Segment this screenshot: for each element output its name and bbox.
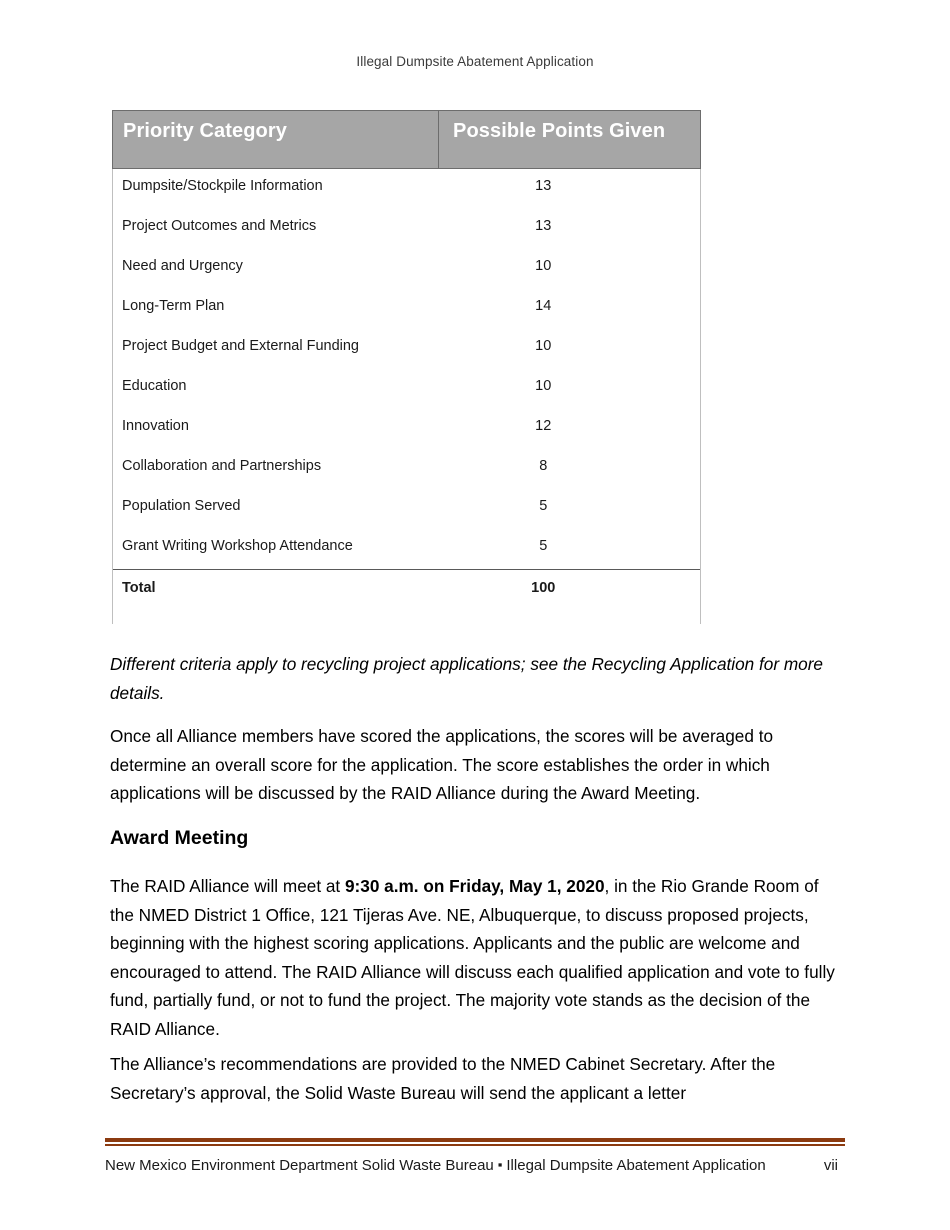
section-heading-award-meeting: Award Meeting [110, 827, 249, 849]
cell-possible-points: 5 [439, 489, 701, 529]
column-header-priority-category: Priority Category [113, 111, 439, 169]
priority-scoring-table [112, 110, 701, 624]
cell-priority-category: Collaboration and Partnerships [113, 449, 439, 489]
cell-priority-category: Dumpsite/Stockpile Information [113, 169, 439, 210]
cell-priority-category: Need and Urgency [113, 249, 439, 289]
cell-possible-points: 10 [439, 329, 701, 369]
cell-priority-category: Population Served [113, 489, 439, 529]
recommendations-paragraph: The Alliance’s recommendations are provided to the NMED Cabinet Secretary. After the Secretary’s approval, the Solid Waste Bureau will send the applicant a letter [110, 1054, 776, 1103]
cell-possible-points: 13 [439, 169, 701, 210]
table-row [113, 449, 701, 489]
cell-possible-points: 5 [439, 529, 701, 570]
footer-text-row [105, 1157, 845, 1174]
award-meeting-datetime: 9:30 a.m. on Friday, May 1, 2020 [345, 876, 605, 896]
cell-possible-points: 10 [439, 249, 701, 289]
recommendations-block [110, 1050, 840, 1107]
cell-possible-points: 12 [439, 409, 701, 449]
cell-possible-points: 13 [439, 209, 701, 249]
running-header: Illegal Dumpsite Abatement Application [356, 54, 594, 69]
table-body [113, 169, 701, 625]
cell-possible-points: 8 [439, 449, 701, 489]
table-header-row [113, 111, 701, 169]
footer-caption [105, 1157, 766, 1174]
footer-document-name: Illegal Dumpsite Abatement Application [506, 1156, 766, 1174]
recycling-criteria-note: Different criteria apply to recycling project applications; see the Recycling Application for more details. [110, 654, 823, 703]
table-row [113, 409, 701, 449]
cell-total-points: 100 [439, 570, 701, 625]
footer-separator-icon: ▪ [497, 1156, 503, 1172]
cell-total-label: Total [113, 570, 439, 625]
cell-priority-category: Project Outcomes and Metrics [113, 209, 439, 249]
award-text-after-date: , in the Rio Grande Room of the NMED District 1 Office, 121 Tijeras Ave. NE, Albuquerque, to discuss proposed projects, beginning with the highest scoring applications. Applicants and the public are welcome and encouraged to attend. The RAID Alliance will discuss each qualified application and vote to fully fund, partially fund, or not to fund the project. The majority vote stands as the decision of the RAID Alliance. [110, 876, 835, 1039]
cell-priority-category: Grant Writing Workshop Attendance [113, 529, 439, 570]
table-row [113, 329, 701, 369]
cell-possible-points: 14 [439, 289, 701, 329]
cell-priority-category: Project Budget and External Funding [113, 329, 439, 369]
footer-page-number: vii [823, 1156, 838, 1174]
table-row [113, 489, 701, 529]
page-footer [105, 1138, 845, 1174]
cell-priority-category: Education [113, 369, 439, 409]
footer-agency-name: New Mexico Environment Department Solid Waste Bureau [105, 1156, 494, 1174]
award-meeting-heading-block [110, 824, 840, 852]
table-head [113, 111, 701, 169]
footer-rule-thin [105, 1144, 845, 1146]
award-meeting-paragraph [110, 872, 840, 1043]
table-row [113, 529, 701, 570]
award-meeting-block [110, 872, 840, 1043]
scoring-table-container [112, 110, 700, 624]
table-row [113, 209, 701, 249]
column-header-possible-points: Possible Points Given [439, 111, 701, 169]
scoring-process-block [110, 722, 840, 808]
table-row-total [113, 570, 701, 625]
table-row [113, 169, 701, 210]
cell-possible-points: 10 [439, 369, 701, 409]
recycling-note-block [110, 650, 840, 707]
table-row [113, 249, 701, 289]
award-text-before-date: The RAID Alliance will meet at [110, 876, 345, 896]
cell-priority-category: Innovation [113, 409, 439, 449]
scoring-process-paragraph: Once all Alliance members have scored the applications, the scores will be averaged to determine an overall score for the application. The score establishes the order in which applications will be discussed by the RAID Alliance during the Award Meeting. [110, 726, 774, 803]
cell-priority-category: Long-Term Plan [113, 289, 439, 329]
table-row [113, 369, 701, 409]
table-row [113, 289, 701, 329]
